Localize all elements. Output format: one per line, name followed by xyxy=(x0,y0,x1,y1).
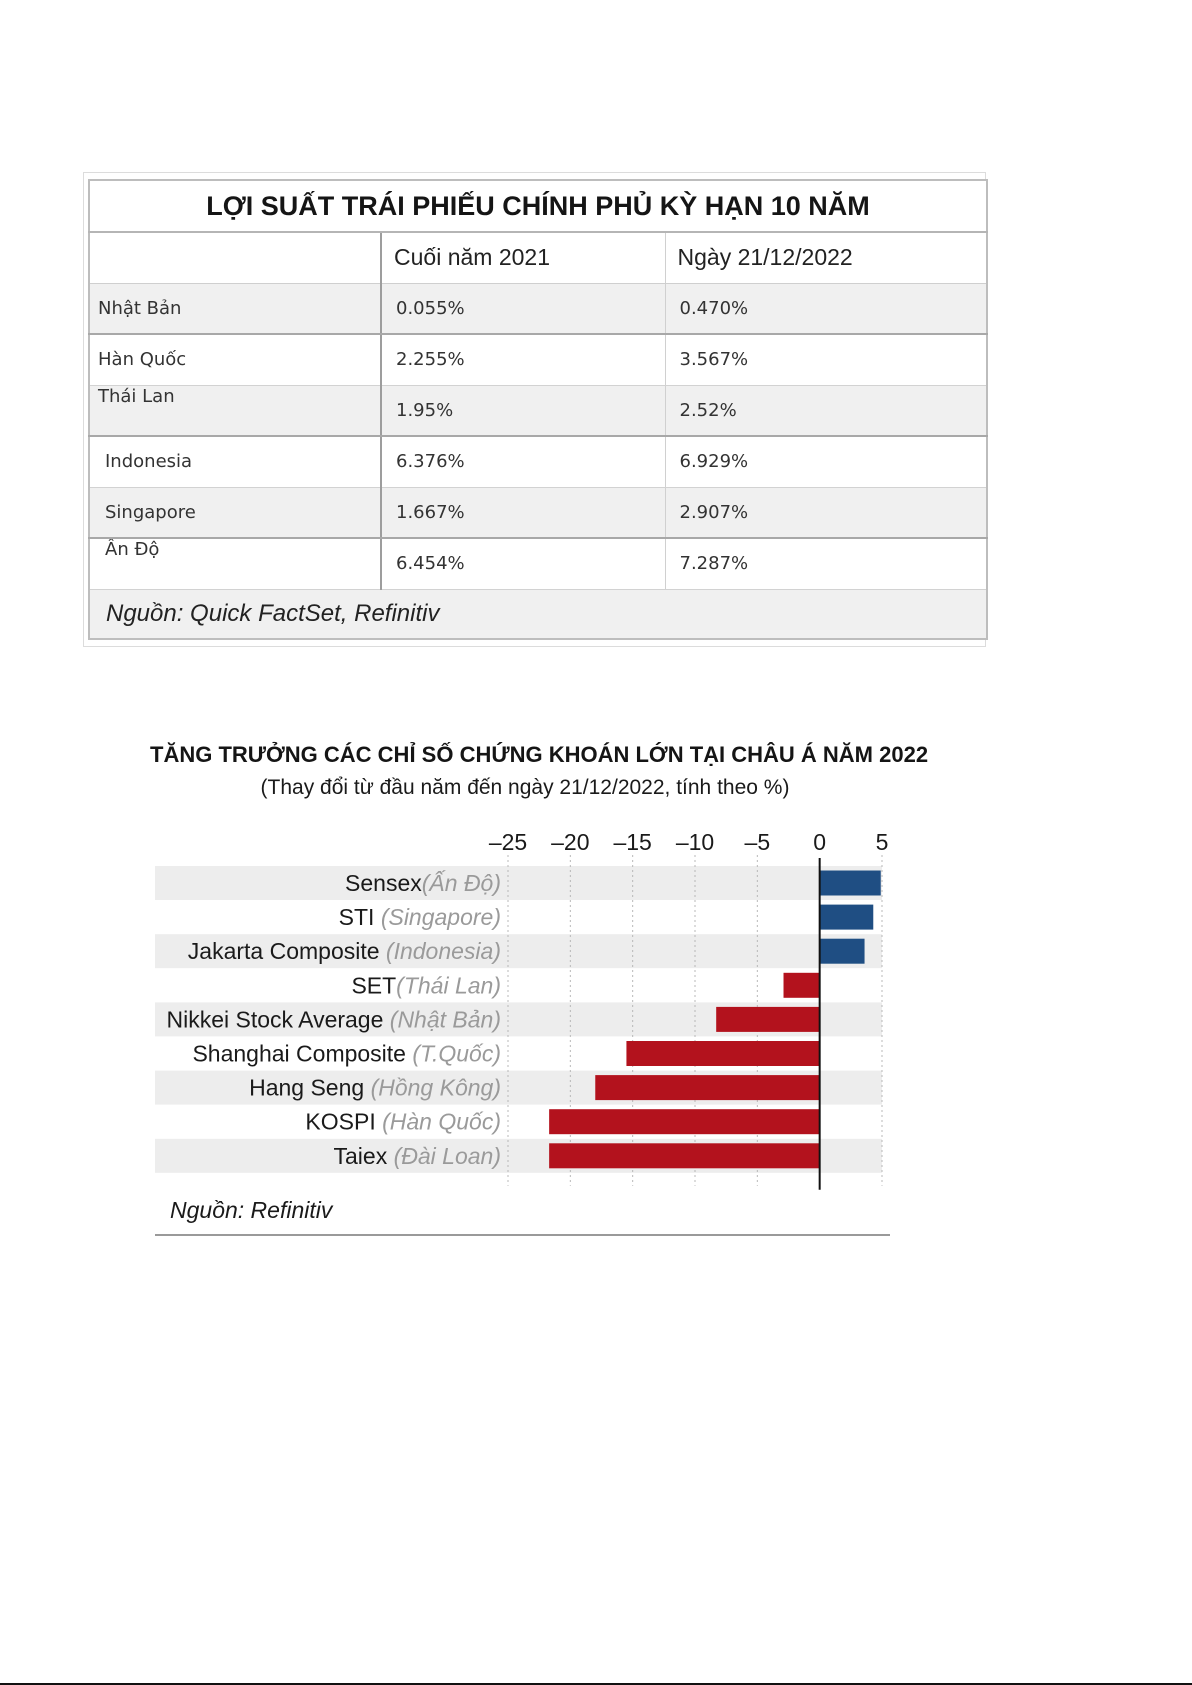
country-name: (Hàn Quốc) xyxy=(382,1108,501,1135)
bar xyxy=(549,1109,820,1134)
category-label xyxy=(192,1041,501,1067)
table-title: LỢI SUẤT TRÁI PHIẾU CHÍNH PHỦ KỲ HẠN 10 NĂM xyxy=(89,180,987,232)
category-label xyxy=(249,1075,501,1101)
value-cell: 2.52% xyxy=(665,385,987,436)
table-source: Nguồn: Quick FactSet, Refinitiv xyxy=(89,589,987,639)
country-cell: Singapore xyxy=(89,487,381,538)
value-cell: 6.376% xyxy=(381,436,665,487)
category-label xyxy=(339,904,501,930)
bar xyxy=(716,1007,819,1032)
country-name: (Hồng Kông) xyxy=(370,1074,501,1101)
x-tick-label: 5 xyxy=(875,829,889,855)
country-name: (Indonesia) xyxy=(385,938,501,965)
value-cell: 2.255% xyxy=(381,334,665,385)
country-name: (Singapore) xyxy=(380,904,501,931)
country-cell: Hàn Quốc xyxy=(89,334,381,385)
country-name: (Ấn Độ) xyxy=(421,870,501,896)
country-cell: Nhật Bản xyxy=(89,283,381,334)
category-label xyxy=(334,1143,501,1169)
bar xyxy=(820,905,874,930)
chart-subtitle: (Thay đổi từ đầu năm đến ngày 21/12/2022, tính theo %) xyxy=(260,776,790,799)
bar xyxy=(626,1041,819,1066)
index-name: Nikkei Stock Average xyxy=(166,1006,390,1033)
column-header: Cuối năm 2021 xyxy=(381,232,665,283)
index-name: Sensex xyxy=(345,870,422,896)
index-name: Jakarta Composite xyxy=(187,938,386,965)
chart-divider xyxy=(155,1234,890,1236)
value-cell: 6.929% xyxy=(665,436,987,487)
category-label xyxy=(351,972,501,998)
index-name: Hang Seng xyxy=(249,1074,371,1101)
value-cell: 7.287% xyxy=(665,538,987,589)
value-cell: 3.567% xyxy=(665,334,987,385)
chart-title: TĂNG TRƯỞNG CÁC CHỈ SỐ CHỨNG KHOÁN LỚN TẠI CHÂU Á NĂM 2022 xyxy=(150,742,929,767)
index-name: Shanghai Composite xyxy=(192,1040,413,1067)
bar xyxy=(820,939,865,964)
x-tick-label: –25 xyxy=(488,829,528,855)
row-band xyxy=(155,866,882,900)
category-label xyxy=(166,1006,501,1032)
bar xyxy=(784,973,820,998)
country-cell: Indonesia xyxy=(89,436,381,487)
column-header: Ngày 21/12/2022 xyxy=(665,232,987,283)
index-name: Taiex xyxy=(333,1142,394,1169)
country-name: (Đài Loan) xyxy=(393,1142,501,1169)
value-cell: 2.907% xyxy=(665,487,987,538)
index-name: KOSPI xyxy=(305,1108,383,1135)
index-name: SET xyxy=(351,972,397,999)
x-tick-label: –10 xyxy=(675,829,715,855)
country-cell: Thái Lan xyxy=(89,385,381,436)
country-name: (T.Quốc) xyxy=(412,1040,501,1067)
value-cell: 1.95% xyxy=(381,385,665,436)
x-tick-label: 0 xyxy=(813,829,827,855)
country-name: (Thái Lan) xyxy=(396,972,501,999)
bar xyxy=(595,1075,819,1100)
country-cell: Ấn Độ xyxy=(89,538,381,589)
bar xyxy=(820,871,881,896)
category-label xyxy=(188,938,501,964)
x-tick-label: –20 xyxy=(551,829,590,855)
x-tick-label: –5 xyxy=(744,829,771,855)
value-cell: 0.470% xyxy=(665,283,987,334)
value-cell: 6.454% xyxy=(381,538,665,589)
index-name: STI xyxy=(338,904,381,931)
category-label xyxy=(345,869,501,896)
country-name: (Nhật Bản) xyxy=(389,1006,501,1033)
x-tick-label: –15 xyxy=(613,829,652,855)
value-cell: 1.667% xyxy=(381,487,665,538)
bar xyxy=(549,1143,820,1168)
chart-source: Nguồn: Refinitiv xyxy=(170,1197,333,1223)
category-label xyxy=(305,1109,501,1135)
value-cell: 0.055% xyxy=(381,283,665,334)
